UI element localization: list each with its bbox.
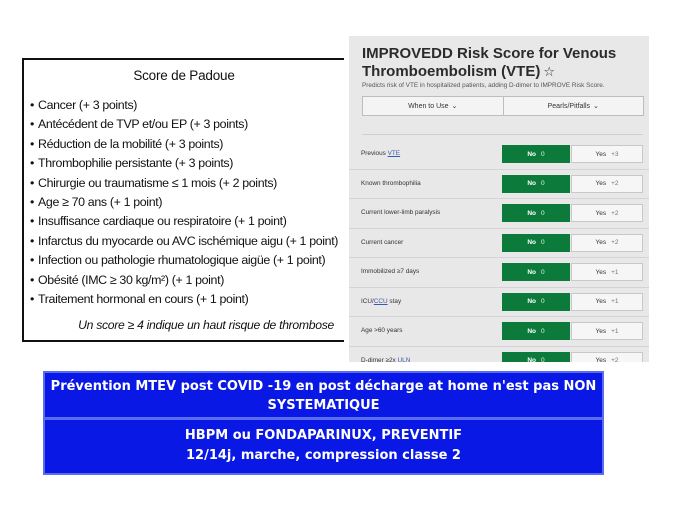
no-button[interactable] [502,145,570,163]
yes-label: Yes [595,357,607,362]
calculator-tabs [362,96,644,116]
points: +2 [611,239,619,246]
padoue-footer: Un score ≥ 4 indique un haut risque de thrombose [78,318,334,332]
points: 0 [541,327,545,335]
label-text: ICU/ [361,297,374,305]
padoue-item [30,115,360,134]
calculator-title [362,45,632,81]
yes-label: Yes [595,239,607,246]
padoue-item-text: Thrombophilie persistante (+ 3 points) [38,156,234,171]
criterion-label [361,357,410,363]
points: 0 [541,150,545,158]
banner-line: SYSTEMATIQUE [267,398,380,413]
yes-button[interactable] [571,175,643,193]
criteria-rows [349,140,649,362]
yes-label: Yes [595,268,607,276]
yes-button[interactable] [571,322,643,340]
calculator-subtitle: Predicts risk of VTE in hospitalized patients, adding D-dimer to IMPROVE Risk Score. [362,82,605,89]
no-label: No [527,209,537,217]
points: +2 [611,357,619,362]
term-link[interactable]: CCU [373,297,388,305]
label-text: Current cancer [361,238,404,246]
criterion-label [361,239,403,246]
term-link[interactable]: VTE [387,150,401,157]
bullet-icon: • [30,156,34,171]
padoue-item [30,290,360,309]
improvedd-calculator [349,36,649,362]
criterion-row [349,288,649,318]
yes-button[interactable] [571,263,643,281]
padoue-item [30,251,360,270]
tab-pearls-pitfalls[interactable] [504,97,644,115]
calculator-title-text: IMPROVEDD Risk Score for Venous Thromboembolism (VTE) [362,45,617,80]
term-link[interactable]: ULN [397,356,411,362]
criterion-row [349,258,649,288]
padoue-item-text: Insuffisance cardiaque ou respiratoire (+ 1 point) [38,214,287,229]
padoue-item [30,232,360,251]
yes-label: Yes [595,180,607,187]
treatment-banner [43,418,604,475]
chevron-down-icon: ⌄ [593,103,599,110]
covid-prevention-banner [43,371,604,419]
bullet-icon: • [30,195,34,210]
no-label: No [527,268,537,276]
criterion-row [349,199,649,229]
label-text: stay [387,297,402,305]
criterion-label [361,268,419,275]
yes-label: Yes [595,209,607,217]
criterion-row [349,140,649,170]
criterion-row [349,229,649,259]
points: +1 [611,268,619,276]
bullet-icon: • [30,233,34,248]
yes-label: Yes [595,298,607,305]
padoue-item-text: Obésité (IMC ≥ 30 kg/m²) (+ 1 point) [38,272,224,287]
chevron-down-icon: ⌄ [451,103,458,110]
padoue-item [30,135,360,154]
criterion-label [361,150,400,157]
padoue-item-text: Infection ou pathologie rhumatologique aigüe (+ 1 point) [38,253,326,268]
banner-line: 12/14j, marche, compression classe 2 [186,448,461,463]
no-button[interactable] [502,322,570,340]
no-button[interactable] [502,263,570,281]
padoue-item [30,193,360,212]
yes-button[interactable] [571,293,643,311]
points: 0 [541,357,545,362]
padoue-item-text: Age ≥ 70 ans (+ 1 point) [38,195,163,210]
points: +3 [611,150,619,158]
no-label: No [527,239,537,246]
tab-when-to-use[interactable] [363,97,504,115]
padoue-item-text: Réduction de la mobilité (+ 3 points) [38,136,224,151]
points: +1 [611,327,619,335]
padoue-item-text: Traitement hormonal en cours (+ 1 point) [38,292,249,307]
criterion-label [361,298,401,305]
bullet-icon: • [30,272,34,287]
padoue-criteria-list [30,96,360,309]
points: 0 [541,239,545,246]
padoue-item-text: Infarctus du myocarde ou AVC ischémique aigu (+ 1 point) [38,233,339,248]
banner-line: Prévention MTEV post COVID -19 en post décharge at home n'est pas NON [50,379,597,394]
criterion-label [361,209,440,216]
tab-label: Pearls/Pitfalls [547,102,591,110]
criterion-row [349,170,649,200]
padoue-item [30,212,360,231]
label-text: Immobilized ≥7 days [361,268,420,275]
yes-button[interactable] [571,352,643,363]
criterion-row [349,317,649,347]
yes-label: Yes [595,327,607,335]
no-label: No [527,357,537,362]
no-button[interactable] [502,175,570,193]
criterion-label [361,327,402,334]
points: 0 [541,298,545,305]
no-label: No [527,298,537,305]
padoue-item [30,154,360,173]
padoue-item-text: Antécédent de TVP et/ou EP (+ 3 points) [38,117,248,132]
points: +2 [611,180,619,187]
label-text: Age >60 years [361,327,403,334]
points: 0 [541,180,545,187]
points: +2 [611,209,619,217]
padoue-item [30,174,360,193]
divider [362,134,643,135]
no-button[interactable] [502,293,570,311]
no-label: No [527,327,537,335]
no-button[interactable] [502,234,570,252]
padoue-item [30,96,360,115]
banner-line: HBPM ou FONDAPARINUX, PREVENTIF [184,428,463,443]
padoue-item [30,271,360,290]
points: 0 [541,268,545,276]
padoue-title: Score de Padoue [133,68,235,83]
yes-button[interactable] [571,234,643,252]
label-text: Previous [361,150,388,157]
yes-label: Yes [595,150,607,158]
bullet-icon: • [30,292,34,307]
label-text: Current lower-limb paralysis [361,209,441,216]
label-text: Known thrombophilia [361,179,421,187]
padoue-score-panel [22,58,344,342]
points: +1 [611,298,619,305]
bullet-icon: • [30,175,34,190]
label-text: D-dimer ≥2x [361,356,398,362]
bullet-icon: • [30,253,34,268]
padoue-item-text: Cancer (+ 3 points) [38,98,138,112]
padoue-item-text: Chirurgie ou traumatisme ≤ 1 mois (+ 2 points) [38,175,277,190]
points: 0 [541,209,545,217]
star-icon[interactable]: ☆ [543,64,555,79]
tab-label: When to Use [408,102,449,110]
bullet-icon: • [30,214,34,229]
no-button[interactable] [502,352,570,363]
no-label: No [527,180,537,187]
no-button[interactable] [502,204,570,222]
criterion-row [349,347,649,363]
yes-button[interactable] [571,204,643,222]
bullet-icon: • [30,136,34,151]
bullet-icon: • [30,117,34,132]
criterion-label [361,180,421,187]
no-label: No [527,150,537,158]
bullet-icon: • [30,98,34,112]
yes-button[interactable] [571,145,643,163]
